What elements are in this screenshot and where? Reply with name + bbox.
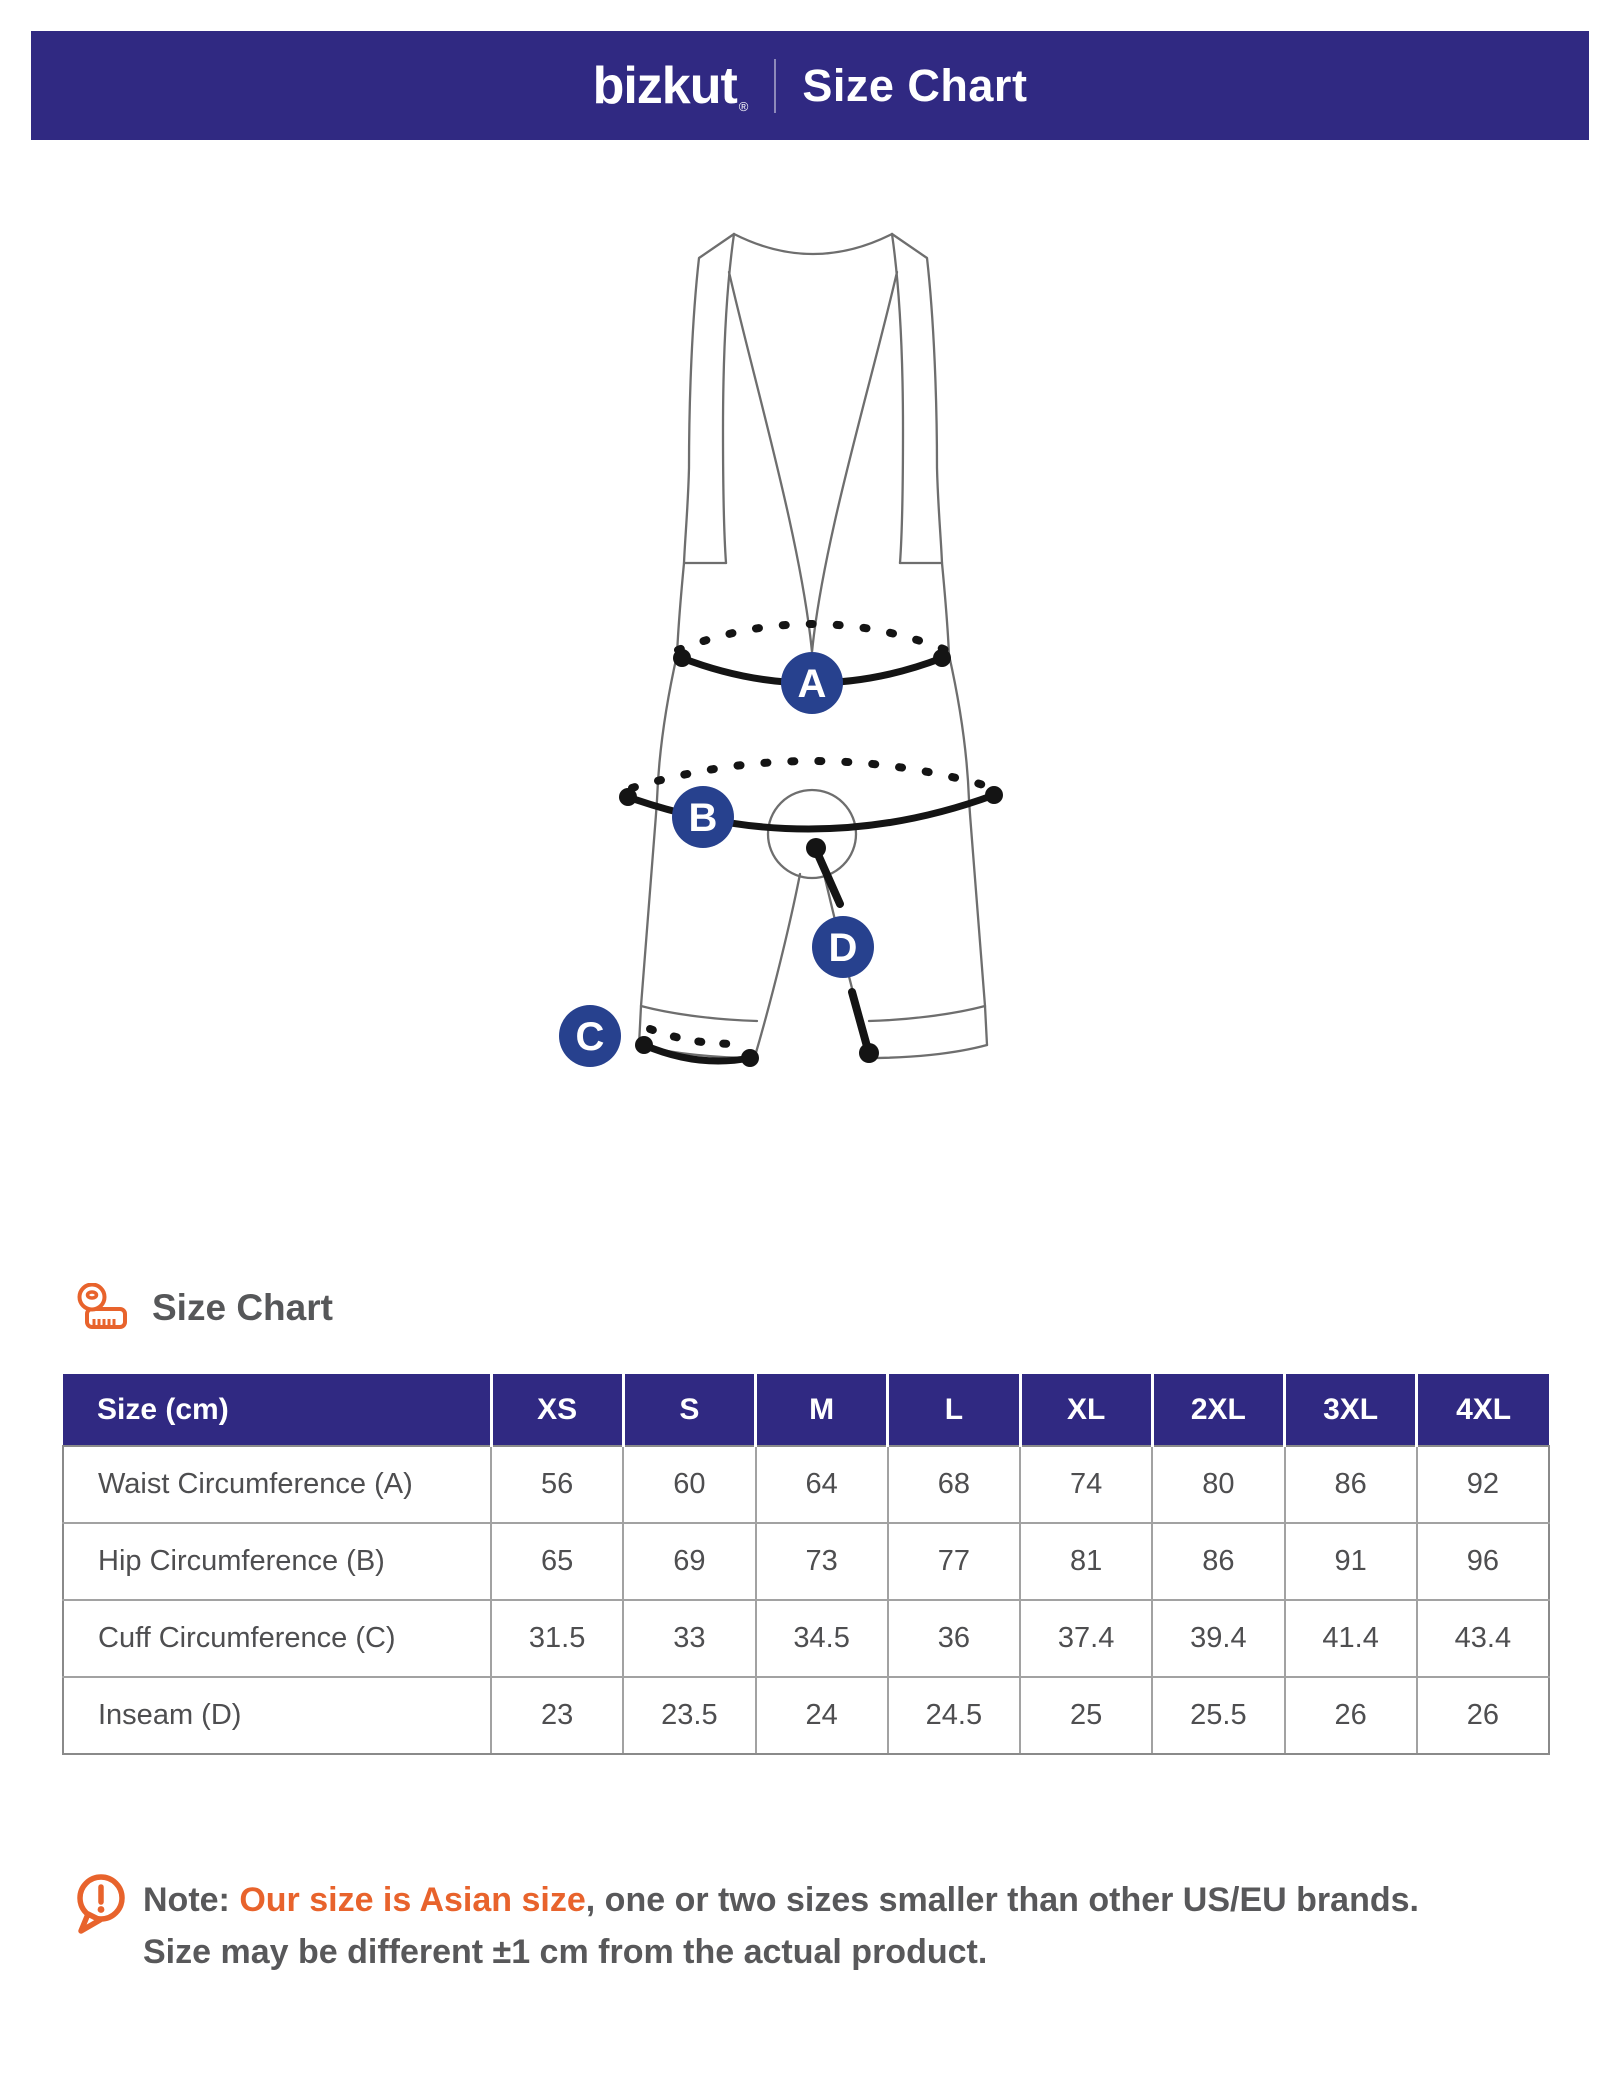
table-cell: 37.4: [1020, 1600, 1152, 1677]
row-label: Inseam (D): [63, 1677, 491, 1754]
column-header-3xl: 3XL: [1285, 1374, 1417, 1446]
note-line1-rest: , one or two sizes smaller than other US/EU brands.: [585, 1881, 1419, 1919]
table-cell: 41.4: [1285, 1600, 1417, 1677]
table-cell: 81: [1020, 1523, 1152, 1600]
table-cell: 73: [756, 1523, 888, 1600]
table-cell: 33: [623, 1600, 755, 1677]
table-cell: 56: [491, 1446, 623, 1523]
table-cell: 24: [756, 1677, 888, 1754]
table-cell: 34.5: [756, 1600, 888, 1677]
table-cell: 31.5: [491, 1600, 623, 1677]
column-header-xs: XS: [491, 1374, 623, 1446]
brand-logo: [592, 56, 749, 115]
table-cell: 60: [623, 1446, 755, 1523]
table-cell: 77: [888, 1523, 1020, 1600]
banner-divider: [774, 59, 776, 113]
hip-dotted-line: [632, 761, 994, 788]
table-cell: 92: [1417, 1446, 1549, 1523]
table-cell: 26: [1285, 1677, 1417, 1754]
row-label: Hip Circumference (B): [63, 1523, 491, 1600]
banner-title: Size Chart: [802, 59, 1028, 111]
header-banner: [31, 31, 1589, 140]
table-cell: 91: [1285, 1523, 1417, 1600]
table-cell: 69: [623, 1523, 755, 1600]
hip-badge-letter: B: [688, 796, 718, 840]
table-row-cuff: [63, 1600, 1549, 1677]
column-header-4xl: 4XL: [1417, 1374, 1549, 1446]
table-cell: 86: [1152, 1523, 1284, 1600]
table-cell: 25: [1020, 1677, 1152, 1754]
brand-logo-text: bizkut: [592, 56, 737, 115]
tape-measure-icon: [76, 1283, 128, 1333]
table-cell: 39.4: [1152, 1600, 1284, 1677]
table-cell: 26: [1417, 1677, 1549, 1754]
row-label: Waist Circumference (A): [63, 1446, 491, 1523]
table-cell: 24.5: [888, 1677, 1020, 1754]
table-cell: 86: [1285, 1446, 1417, 1523]
table-cell: 65: [491, 1523, 623, 1600]
cuff-solid-line: [644, 1045, 750, 1061]
size-table: [62, 1374, 1550, 1755]
table-cell: 25.5: [1152, 1677, 1284, 1754]
note-text: [143, 1874, 1573, 1978]
column-header-size: Size (cm): [63, 1374, 491, 1446]
table-cell: 23: [491, 1677, 623, 1754]
table-header-row: [63, 1374, 1549, 1446]
table-row-waist: [63, 1446, 1549, 1523]
cuff-dotted-line: [650, 1029, 748, 1044]
inseam-badge-letter: D: [828, 926, 858, 970]
measurement-badges: [559, 652, 874, 1067]
table-cell: 96: [1417, 1523, 1549, 1600]
exclamation-bubble-icon: [74, 1872, 132, 1941]
waist-badge-letter: A: [797, 662, 827, 706]
table-row-hip: [63, 1523, 1549, 1600]
note-line2: Size may be different ±1 cm from the actual product.: [143, 1933, 988, 1971]
section-heading: [76, 1283, 333, 1333]
table-cell: 43.4: [1417, 1600, 1549, 1677]
note-prefix: Note:: [143, 1881, 240, 1919]
column-header-xl: XL: [1020, 1374, 1152, 1446]
note-highlight: Our size is Asian size: [239, 1881, 586, 1919]
column-header-s: S: [623, 1374, 755, 1446]
table-cell: 74: [1020, 1446, 1152, 1523]
row-label: Cuff Circumference (C): [63, 1600, 491, 1677]
registered-trademark-icon: ®: [738, 98, 749, 114]
table-cell: 68: [888, 1446, 1020, 1523]
column-header-m: M: [756, 1374, 888, 1446]
garment-outline: [639, 234, 987, 1058]
table-cell: 64: [756, 1446, 888, 1523]
cuff-badge-letter: C: [575, 1015, 605, 1059]
table-cell: 23.5: [623, 1677, 755, 1754]
column-header-2xl: 2XL: [1152, 1374, 1284, 1446]
table-cell: 36: [888, 1600, 1020, 1677]
section-title: Size Chart: [152, 1287, 333, 1328]
table-cell: 80: [1152, 1446, 1284, 1523]
table-row-inseam: [63, 1677, 1549, 1754]
column-header-l: L: [888, 1374, 1020, 1446]
bib-shorts-diagram: [420, 200, 1120, 1180]
inseam-line-lower: [852, 992, 868, 1050]
